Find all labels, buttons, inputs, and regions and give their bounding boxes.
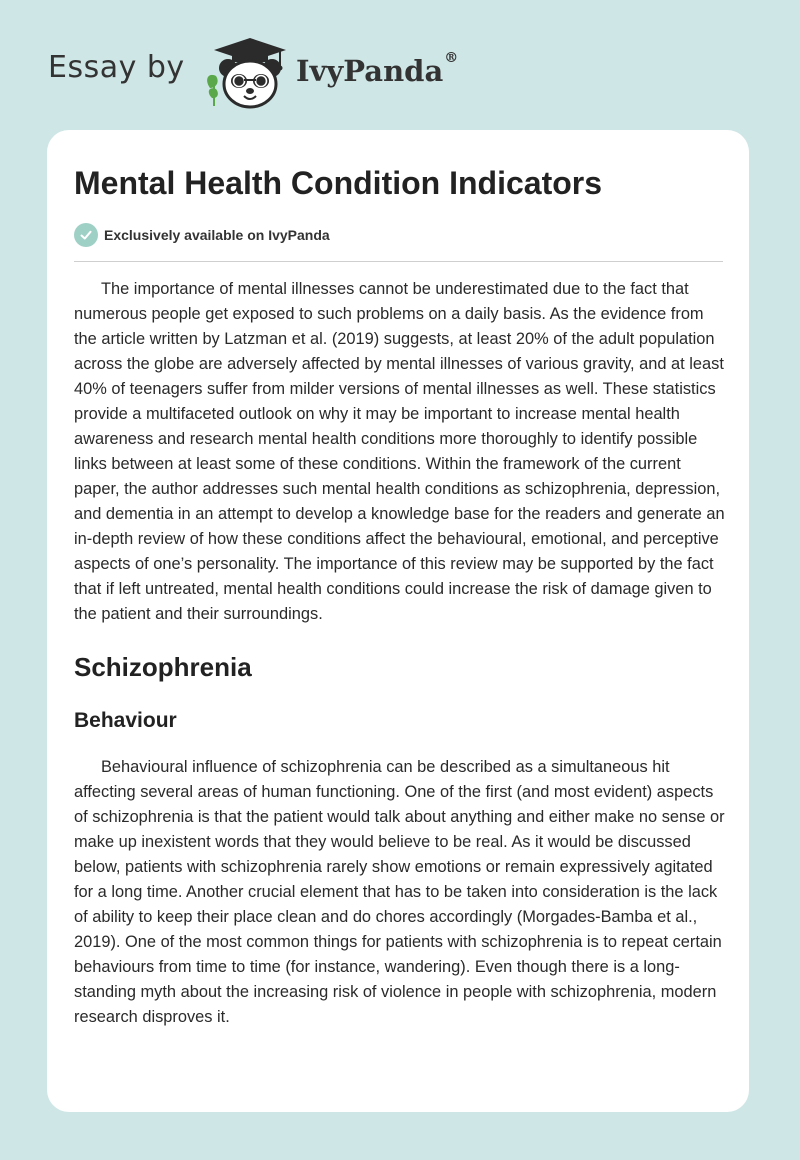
brand-text: IvyPanda [296, 54, 444, 88]
subsection-heading: Behaviour [74, 709, 177, 732]
exclusive-badge [74, 223, 330, 247]
section-heading: Schizophrenia [74, 652, 252, 682]
checkmark-icon [74, 223, 98, 247]
essay-by-label: Essay by [48, 50, 185, 85]
site-header [0, 0, 800, 120]
divider [74, 261, 723, 262]
intro-paragraph: The importance of mental illnesses cannot be underestimated due to the fact that numerous people get exposed to such problems on a daily basis. As the evidence from the article written by Latzman et al. (2019) suggests, at least 20% of the adult population across the globe are adversely affected by mental illnesses of various gravity, and at least 40% of teenagers suffer from milder versions of mental illnesses as well. These statistics provide a multifaceted outlook on why it may be important to increase mental health awareness and research mental health conditions more thoroughly to identify possible links between at least some of these conditions. Within the framework of the current paper, the author addresses such mental health conditions as schizophrenia, depression, and dementia in an attempt to develop a knowledge base for the readers and generate an in-depth review of how these conditions affect the behavioural, emotional, and perceptive aspects of one’s personality. The importance of this review may be supported by the fact that if left untreated, mental health conditions could increase the risk of damage given to the patient and their surroundings. [74, 280, 725, 623]
badge-label: Exclusively available on IvyPanda [104, 227, 330, 243]
behaviour-paragraph: Behavioural influence of schizophrenia can be described as a simultaneous hit affecting several areas of human functioning. One of the first (and most evident) aspects of schizophrenia is that the patient would talk about anything and either make no sense or make up inexistent words that they would believe to be real. As it would be discussed below, patients with schizophrenia rarely show emotions or remain expressively agitated for a long time. Another crucial element that has to be taken into consideration is the lack of ability to keep their place clean and do chores accordingly (Morgades-Bamba et al., 2019). One of the most common things for patients with schizophrenia is to repeat certain behaviours from time to time (for instance, wandering). Even though there is a long-standing myth about the increasing risk of violence in people with schizophrenia, modern research disproves it. [74, 758, 725, 1026]
article-card [47, 130, 749, 1112]
page-title: Mental Health Condition Indicators [74, 165, 603, 201]
panda-logo-icon[interactable] [200, 36, 292, 112]
article-body [74, 277, 726, 1030]
brand-name[interactable] [296, 50, 459, 88]
registered-mark: ® [444, 50, 459, 66]
